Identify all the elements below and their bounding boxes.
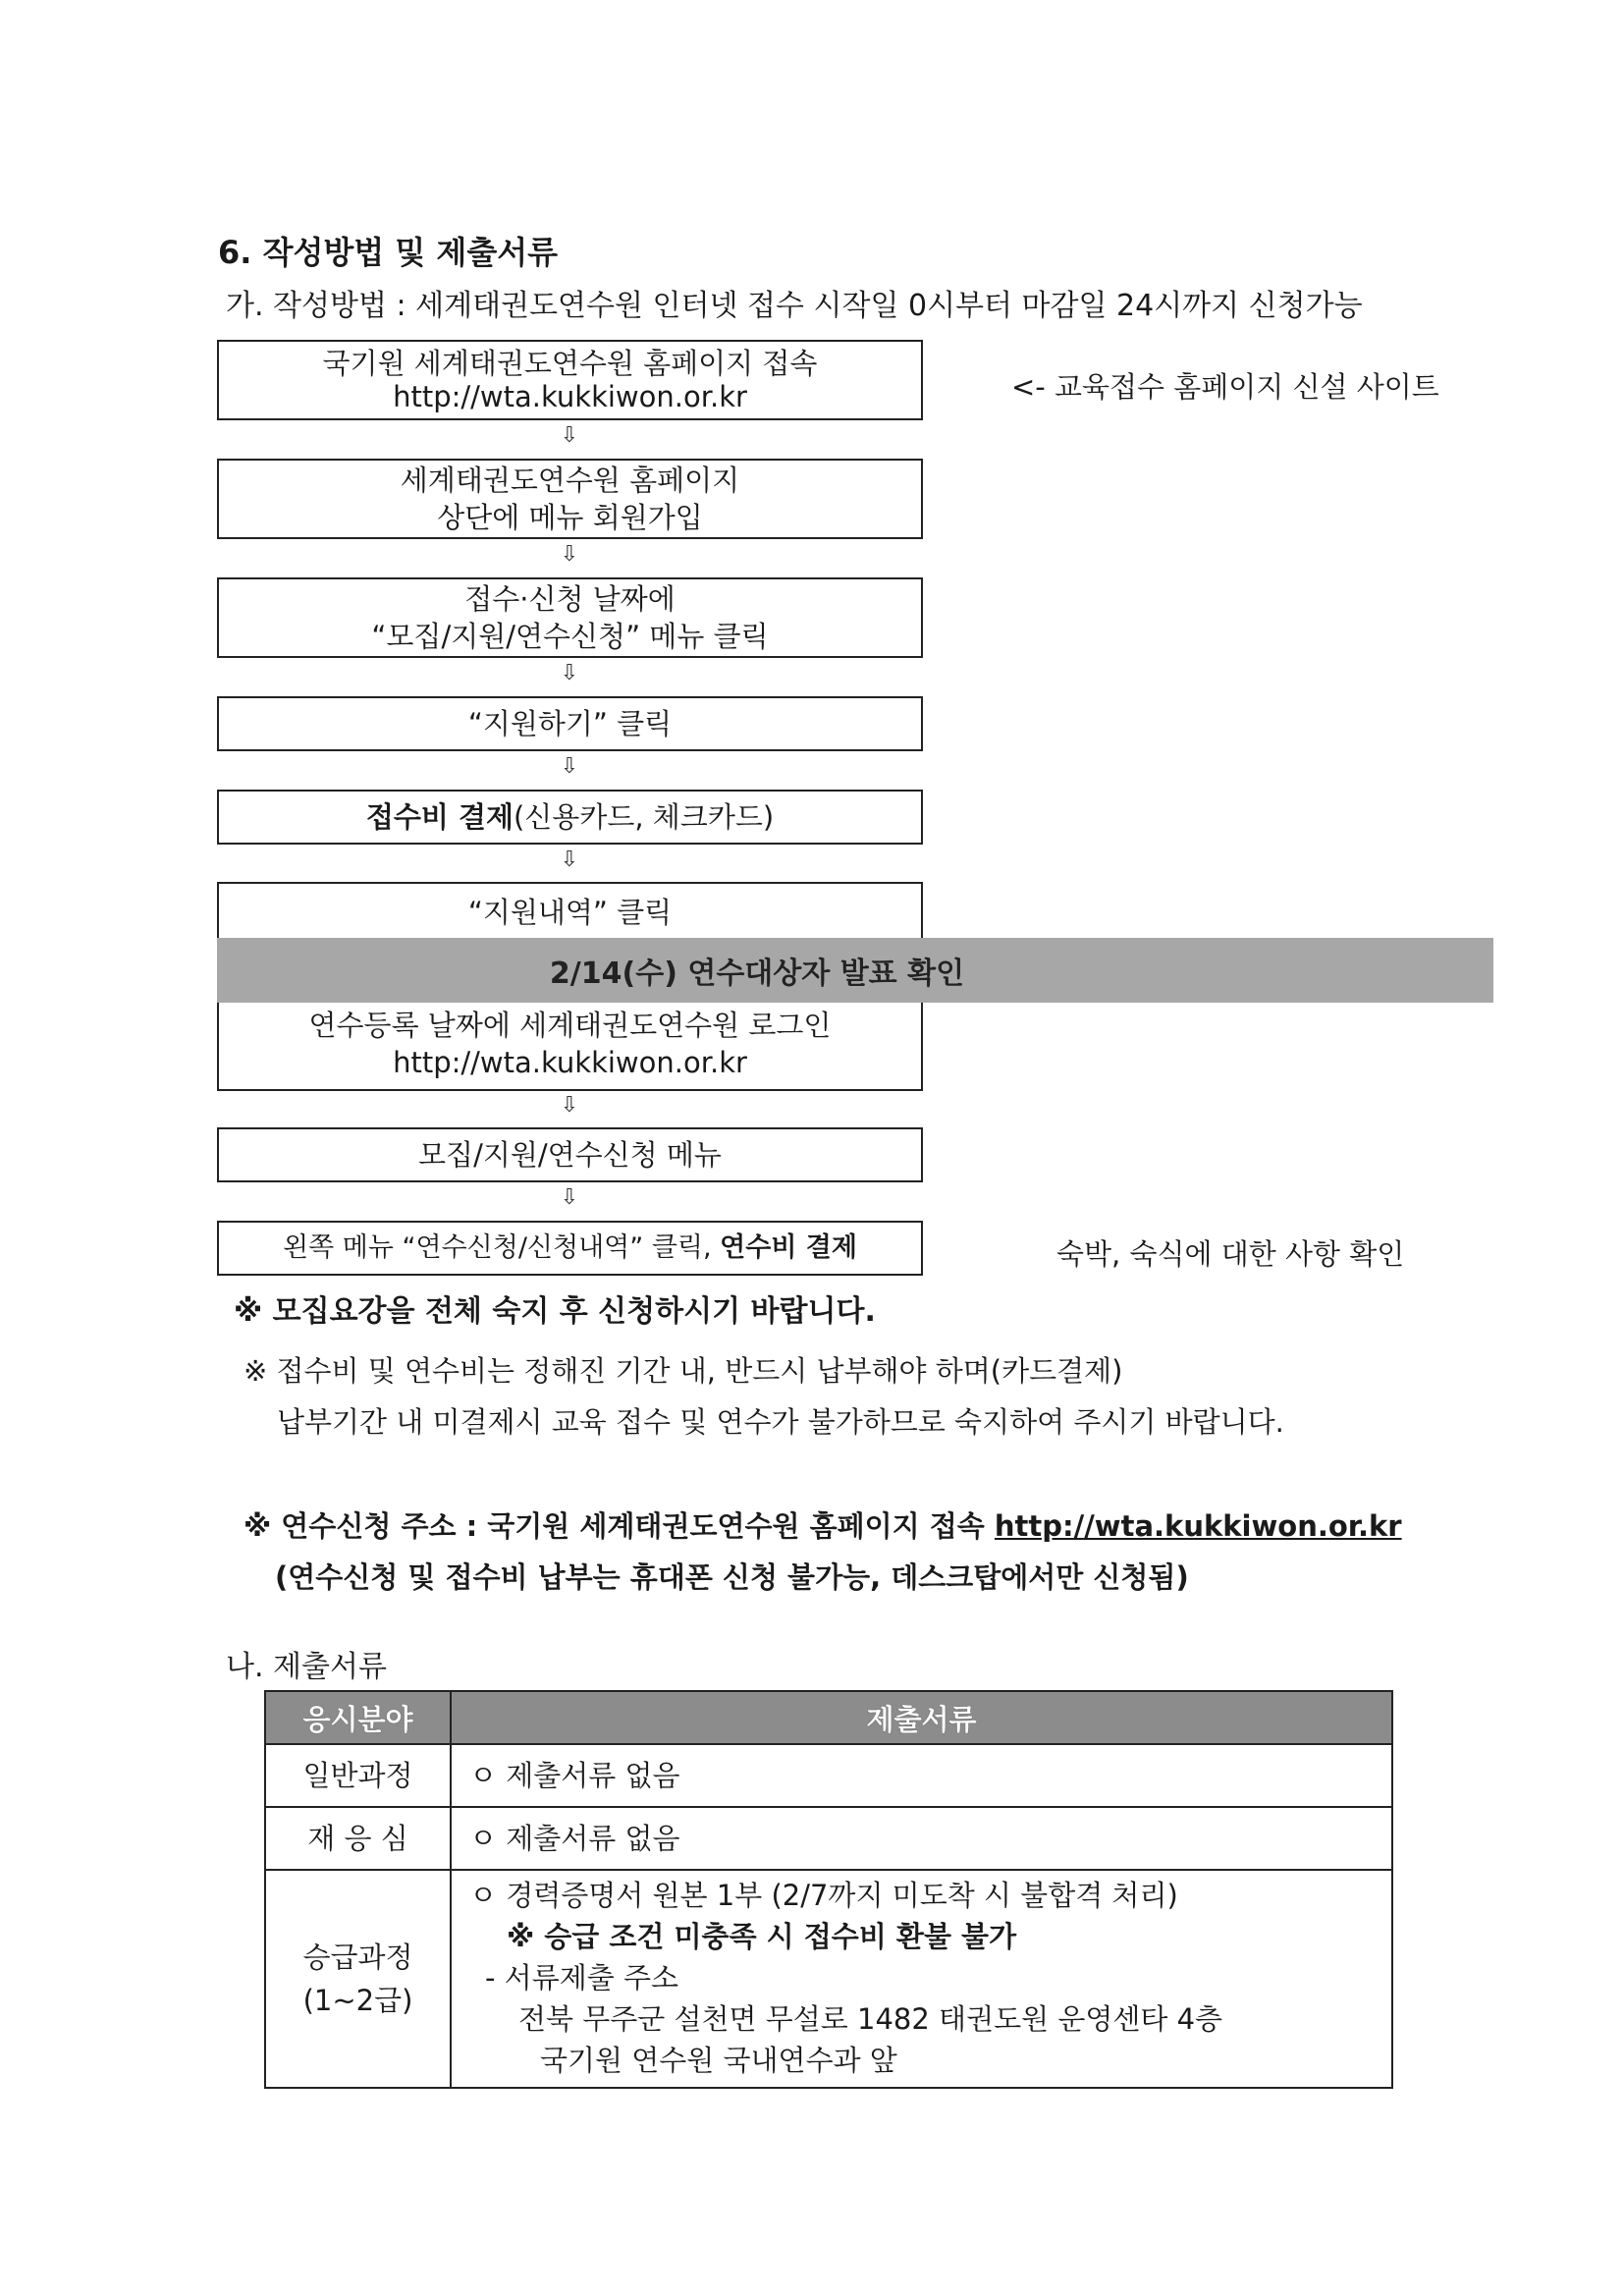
step-text: “지원하기” 클릭 — [467, 707, 673, 740]
step-text — [283, 1230, 857, 1267]
documents-heading: 나. 제출서류 — [226, 1650, 387, 1684]
section-title: 6. 작성방법 및 제출서류 — [218, 234, 559, 271]
step-pre: 왼쪽 메뉴 “연수신청/신청내역” 클릭, — [283, 1232, 721, 1263]
step-text: 상단에 메뉴 회원가입 — [437, 501, 703, 534]
header-documents: 제출서류 — [451, 1691, 1392, 1744]
down-arrow-icon: ⇩ — [560, 542, 579, 567]
step-text: 접수·신청 날짜에 — [464, 582, 676, 616]
notice-desktop-only: (연수신청 및 접수비 납부는 휴대폰 신청 불가능, 데스크탑에서만 신청됨) — [275, 1560, 1189, 1594]
down-arrow-icon: ⇩ — [560, 1185, 579, 1210]
step-text: 연수등록 날짜에 세계태권도연수원 로그인 — [308, 1009, 832, 1042]
row-category: 재 응 심 — [265, 1807, 451, 1870]
step-text — [366, 798, 774, 836]
flow-step-login — [217, 1003, 923, 1091]
flow-step-tuition-payment — [217, 1221, 923, 1276]
step-text: 국기원 세계태권도연수원 홈페이지 접속 — [322, 347, 818, 380]
method-heading: 가. 작성방법 : 세계태권도연수원 인터넷 접수 시작일 0시부터 마감일 24시까지 신청가능 — [226, 289, 1363, 323]
table-row — [265, 1870, 1392, 2088]
row-category: 일반과정 — [265, 1744, 451, 1807]
flow-step-menu — [217, 1127, 923, 1182]
header-category: 응시분야 — [265, 1691, 451, 1744]
flow-step-visit-site — [217, 340, 923, 420]
step-url: http://wta.kukkiwon.or.kr — [393, 1046, 747, 1079]
document-item: - 서류제출 주소 — [485, 1961, 678, 1995]
step-text: 모집/지원/연수신청 메뉴 — [418, 1138, 722, 1172]
flow-step-apply-click — [217, 696, 923, 751]
table-header-row — [265, 1691, 1392, 1744]
documents-table — [264, 1690, 1393, 2089]
category-line: (1~2급) — [302, 1984, 413, 2017]
notice-address-text: ※ 연수신청 주소 : 국기원 세계태권도연수원 홈페이지 접속 — [243, 1509, 995, 1543]
document-address: 전북 무주군 설천면 무설로 1482 태권도원 운영센타 4층 — [518, 2002, 1223, 2036]
category-line: 승급과정 — [302, 1941, 413, 1974]
notice-address — [243, 1504, 1402, 1545]
side-note-lodging: 숙박, 숙식에 대한 사항 확인 — [1056, 1237, 1405, 1271]
table-row — [265, 1744, 1392, 1807]
document-item: ※ 승급 조건 미충족 시 접수비 환불 불가 — [507, 1920, 1017, 1953]
table-row — [265, 1807, 1392, 1870]
side-note-new-site: <- 교육접수 홈페이지 신설 사이트 — [1011, 370, 1439, 404]
notice-fee-line1: ※ 접수비 및 연수비는 정해진 기간 내, 반드시 납부해야 하며(카드결제) — [243, 1354, 1123, 1388]
announcement-banner — [217, 938, 1493, 1003]
notice-fee-line2: 납부기간 내 미결제시 교육 접수 및 연수가 불가하므로 숙지하여 주시기 바랍니다. — [277, 1405, 1284, 1439]
document-address: 국기원 연수원 국내연수과 앞 — [540, 2044, 897, 2077]
notice-read-guidelines: ※ 모집요강을 전체 숙지 후 신청하시기 바랍니다. — [234, 1294, 876, 1329]
flow-step-history-click — [217, 882, 923, 941]
step-url: http://wta.kukkiwon.or.kr — [393, 380, 747, 413]
application-link[interactable]: http://wta.kukkiwon.or.kr — [994, 1509, 1402, 1543]
down-arrow-icon: ⇩ — [560, 754, 579, 779]
step-text: 세계태권도연수원 홈페이지 — [400, 464, 740, 497]
down-arrow-icon: ⇩ — [560, 1093, 579, 1118]
document-item: ㅇ 경력증명서 원본 1부 (2/7까지 미도착 시 불합격 처리) — [469, 1879, 1178, 1912]
flow-step-menu-click — [217, 577, 923, 658]
row-documents: ㅇ 제출서류 없음 — [451, 1807, 1392, 1870]
row-documents — [451, 1870, 1392, 2088]
row-documents: ㅇ 제출서류 없음 — [451, 1744, 1392, 1807]
banner-text: 2/14(수) 연수대상자 발표 확인 — [549, 957, 965, 991]
down-arrow-icon: ⇩ — [560, 423, 579, 448]
flow-step-signup — [217, 459, 923, 539]
step-text: “모집/지원/연수신청” 메뉴 클릭 — [371, 620, 769, 653]
step-bold: 연수비 결제 — [720, 1232, 857, 1263]
flow-step-fee-payment — [217, 790, 923, 845]
down-arrow-icon: ⇩ — [560, 661, 579, 685]
step-text: “지원내역” 클릭 — [467, 896, 673, 929]
step-rest: (신용카드, 체크카드) — [513, 800, 775, 834]
step-bold: 접수비 결제 — [365, 800, 514, 834]
down-arrow-icon: ⇩ — [560, 847, 579, 872]
row-category — [265, 1870, 451, 2088]
